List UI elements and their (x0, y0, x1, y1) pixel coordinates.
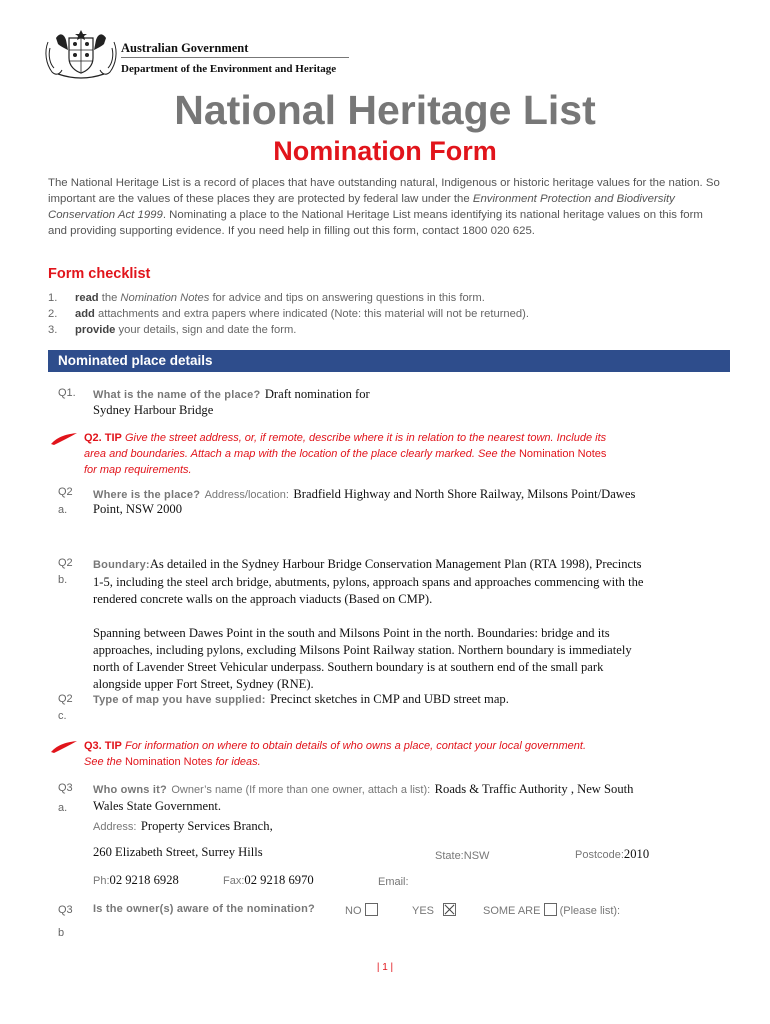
fax-value: 02 9218 6970 (244, 873, 314, 887)
q3a-label: Who owns it? (93, 784, 167, 796)
phone-value: 02 9218 6928 (109, 873, 179, 887)
intro-part2: . Nominating a place to the National Heritage List means identifying its national heritage values on this form and providing supporting evidence. If you need help in filling out this form, contact 1800 020 625. (48, 209, 703, 237)
department-name: Department of the Environment and Heritage (121, 63, 337, 75)
q3a-sublabel: Owner’s name (If more than one owner, attach a list): (171, 784, 431, 796)
address-label: Address: (93, 821, 137, 833)
q2c-answer[interactable]: Precinct sketches in CMP and UBD street map. (270, 692, 509, 706)
some-are-option[interactable]: SOME ARE (Please list): (483, 905, 621, 917)
q3b-letter: b (58, 927, 65, 939)
yes-checkbox[interactable] (443, 903, 456, 916)
page-subtitle: Nomination Form (273, 136, 497, 166)
some-are-checkbox[interactable] (544, 903, 557, 916)
section-band: Nominated place details (48, 350, 730, 372)
q2a-letter: a. (58, 504, 68, 516)
q3a-letter: a. (58, 802, 68, 814)
intro-paragraph (48, 175, 720, 239)
fax-field[interactable]: Fax:02 9218 6970 (223, 873, 314, 887)
q3b-label: Is the owner(s) aware of the nomination? (93, 903, 315, 915)
postcode-value: 2010 (623, 847, 650, 861)
q2a-line (93, 485, 635, 503)
q1-line (93, 385, 370, 403)
checklist-item: 3. provide your details, sign and date the form. (48, 324, 297, 336)
pen-nib-icon (50, 740, 78, 754)
q2a-answer-line1[interactable]: Bradfield Highway and North Shore Railway, Milsons Point/Dawes (293, 487, 636, 501)
q2a-answer-line2[interactable]: Point, NSW 2000 (93, 502, 182, 516)
q2c-line (93, 690, 509, 708)
please-list-label: (Please list): (559, 905, 621, 917)
page-number: | 1 | (376, 962, 394, 973)
government-name: Australian Government (121, 41, 249, 55)
q2b-number: Q2 (58, 557, 73, 569)
email-field[interactable]: Email: (378, 876, 409, 888)
q2b-label: Boundary: (93, 559, 150, 571)
q2b-letter: b. (58, 574, 68, 586)
owner-name-line1[interactable]: Roads & Traffic Authority , New South (434, 782, 634, 796)
intro-part1: The National Heritage List is a record of places that have outstanding natural, Indigenous or historic heritage values for the nation. So important are the values of these places they are protected by federal law under the (48, 177, 720, 205)
q2a-label: Where is the place? (93, 489, 201, 501)
q3-tip: Q3. TIP For information on where to obtain details of who owns a place, contact your local government. See the Nomination Notes for ideas. (84, 740, 586, 768)
header-divider (121, 57, 349, 58)
checklist-item: 1. read the Nomination Notes for advice and tips on answering questions in this form. (48, 292, 485, 304)
owner-name-line2[interactable]: Wales State Government. (93, 799, 222, 813)
q2b-answer[interactable]: Boundary:As detailed in the Sydney Harbour Bridge Conservation Management Plan (RTA 1998), Precincts 1-5, including the steel arch bridge, abutments, pylons, approach spans and approaches commencing with the rendered concrete walls on the approach viaducts (Based on CMP). Spanning between Dawes Point in the south and Milsons Point in the north. Boundaries: bridge and its approaches, including pylons, excluding Milsons Point Railway station. Northern boundary is immediately north of Lavender Street Vehicular underpass. Southern boundary is at southern end of the small park alongside upper Fort Street, Sydney (RNE). (93, 557, 644, 691)
checklist-item: 2. add attachments and extra papers where indicated (Note: this material will not be returned). (48, 308, 529, 320)
q2c-letter: c. (58, 710, 67, 722)
q2a-number: Q2 (58, 486, 73, 498)
no-checkbox[interactable] (365, 903, 378, 916)
page-title: National Heritage List (174, 87, 596, 133)
address-line2[interactable]: 260 Elizabeth Street, Surrey Hills (93, 845, 263, 859)
q2c-number: Q2 (58, 693, 73, 705)
q3a-number: Q3 (58, 782, 73, 794)
address-line1[interactable]: Property Services Branch, (140, 819, 273, 833)
address-line (93, 817, 273, 835)
intro-act: Environment Protection and Biodiversity Conservation Act 1999 (48, 193, 675, 221)
q1-answer-line1[interactable]: Draft nomination for (264, 387, 370, 401)
pen-nib-icon (50, 432, 78, 446)
no-option[interactable]: NO (345, 903, 378, 917)
phone-field[interactable]: Ph:02 9218 6928 (93, 873, 179, 887)
q2a-sublabel: Address/location: (204, 489, 289, 501)
checklist-heading: Form checklist (48, 266, 151, 282)
state-value: NSW (463, 850, 490, 862)
checklist (48, 292, 529, 340)
q2-tip: Q2. TIP Give the street address, or, if remote, describe where it is in relation to the nearest town. Include its area and boundaries. Attach a map with the location of the place clearly marked. See the Nomination Notes for map requirements. (84, 432, 607, 476)
q1-answer-line2[interactable]: Sydney Harbour Bridge (93, 403, 214, 417)
coat-of-arms-icon (42, 28, 120, 80)
postcode-field[interactable]: Postcode:2010 (575, 847, 650, 861)
state-field[interactable]: State:NSW (435, 850, 490, 862)
yes-option[interactable]: YES (412, 903, 456, 917)
q1-number: Q1. (58, 387, 76, 399)
q2c-label: Type of map you have supplied: (93, 694, 266, 706)
q1-label: What is the name of the place? (93, 389, 261, 401)
q3b-number: Q3 (58, 904, 73, 916)
q3a-line (93, 780, 633, 798)
